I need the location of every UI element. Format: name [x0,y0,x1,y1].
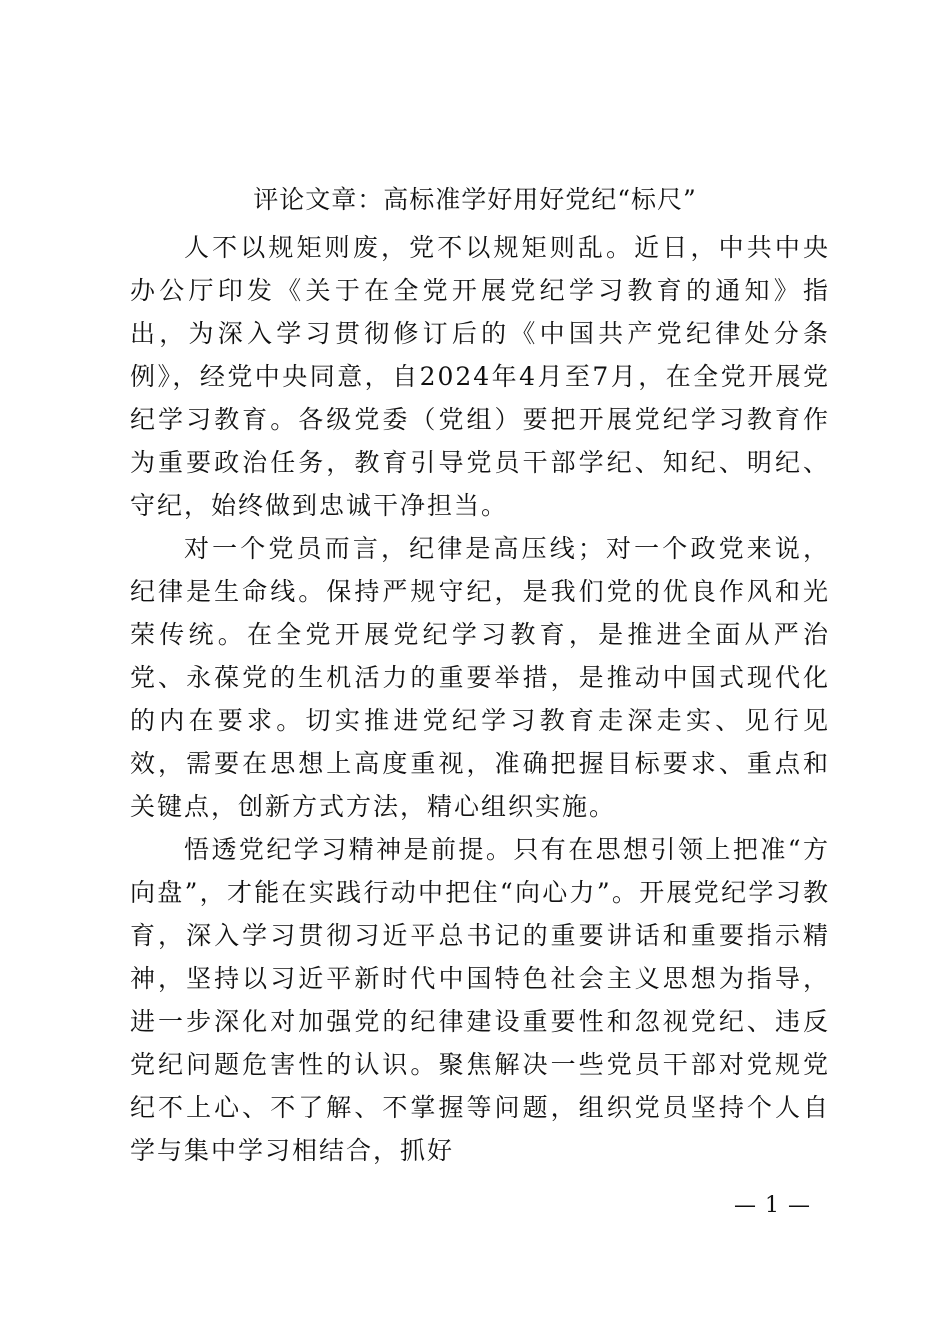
document-body [130,226,830,1172]
document-title: 评论文章：高标准学好用好党纪“标尺” [253,185,697,214]
page-number: — 1 — [734,1193,811,1218]
paragraph-1: 人不以规矩则废，党不以规矩则乱。近日，中共中央办公厅印发《关于在全党开展党纪学习教育的通知》指出，为深入学习贯彻修订后的《中国共产党纪律处分条例》，经党中央同意，自2024年4月至7月，在全党开展党纪学习教育。各级党委（党组）要把开展党纪学习教育作为重要政治任务，教育引导党员干部学纪、知纪、明纪、守纪，始终做到忠诚干净担当。 [130,233,830,520]
paragraph-2: 对一个党员而言，纪律是高压线；对一个政党来说，纪律是生命线。保持严规守纪，是我们党的优良作风和光荣传统。在全党开展党纪学习教育，是推进全面从严治党、永葆党的生机活力的重要举措，是推动中国式现代化的内在要求。切实推进党纪学习教育走深走实、见行见效，需要在思想上高度重视，准确把握目标要求、重点和关键点，创新方式方法，精心组织实施。 [130,534,830,821]
paragraph-3: 悟透党纪学习精神是前提。只有在思想引领上把准“方向盘”，才能在实践行动中把住“向心力”。开展党纪学习教育，深入学习贯彻习近平总书记的重要讲话和重要指示精神，坚持以习近平新时代中国特色社会主义思想为指导，进一步深化对加强党的纪律建设重要性和忽视党纪、违反党纪问题危害性的认识。聚焦解决一些党员干部对党规党纪不上心、不了解、不掌握等问题，组织党员坚持个人自学与集中学习相结合，抓好 [130,835,830,1165]
